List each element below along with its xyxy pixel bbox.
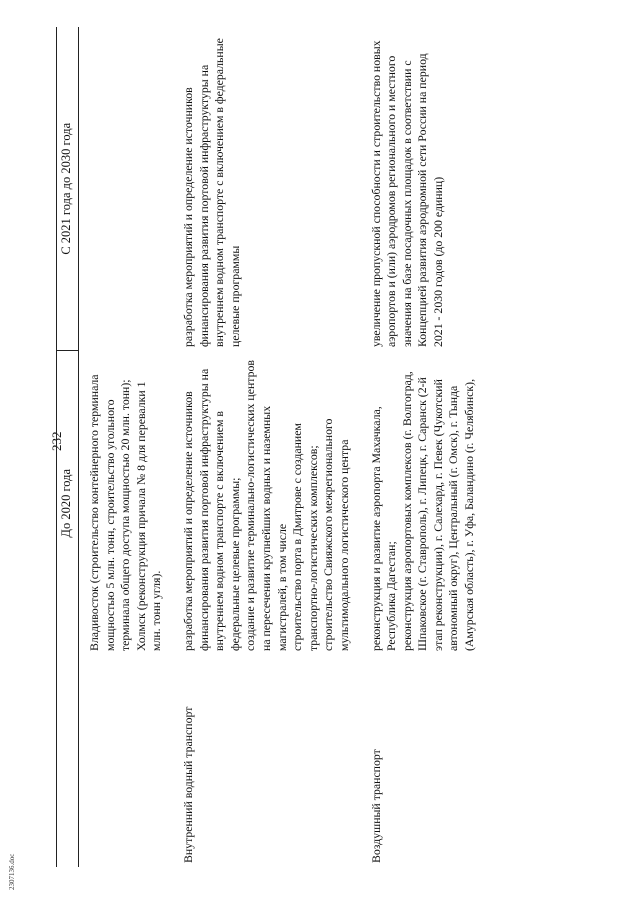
header-2021-2030: С 2021 года до 2030 года (57, 27, 79, 351)
row-2021-2030-cell (79, 27, 175, 351)
row-item: Владивосток (строительство контейнерного терминала мощностью 5 млн. тонн, строительство угольного терминала общего доступа мощностью 20 млн. тонн); (87, 374, 133, 651)
page-number: 232 (49, 431, 64, 451)
row-category: Воздушный транспорт (368, 749, 383, 863)
row-2021-2030-cell (175, 27, 363, 351)
row-category (79, 655, 175, 867)
header-category (57, 655, 79, 867)
table-row (175, 27, 363, 867)
table-header-row (57, 27, 79, 867)
row-item: создание и развитие терминально-логистических центров на пересечении крупнейших водных и наземных магистралей, в том числе (243, 360, 289, 651)
row-until-2020-cell (79, 351, 175, 655)
row-item: увеличение пропускной способности и строительство новых аэропортов и (или) аэродромов регионального и местного значения на базе посадочных площадок в соответствии с Концепцией развития аэродромной сети России на период 2021 - 2030 годов (до 200 единиц) (368, 40, 445, 347)
row-item: строительство порта в Дмитрове с созданием транспортно-логистических комплексов; (290, 423, 320, 651)
row-item: реконструкция аэропортовых комплексов (г. Волгоград, Шпаковское (г. Ставрополь), г. Липецк, г. Саранск (2-й этап реконструкции), г. Салехард, г. Певек (Чукотский автономный округ), Центральный (г. Омск), г. Тында (Амурская область), г. Уфа, Баландино (г. Челябинск), (399, 371, 477, 651)
row-category: Внутренний водный транспорт (180, 706, 195, 863)
rotated-table-container (56, 27, 586, 867)
row-2021-2030-cell (363, 27, 488, 351)
row-item: реконструкция и развитие аэропорта Махачкала, Республика Дагестан; (368, 406, 399, 651)
row-item: разработка мероприятий и определение источников финансирования развития портовой инфраструктуры на внутреннем водном транспорте с включением в федеральные целевые программы (180, 38, 242, 347)
table-row (363, 27, 488, 867)
row-until-2020-cell (175, 351, 363, 655)
row-until-2020-cell (363, 351, 488, 655)
row-item: Холмск (реконструкция причала № 8 для перевалки 1 млн. тонн угля). (133, 381, 164, 651)
header-until-2020: До 2020 года (57, 351, 79, 655)
development-plan-table (56, 27, 488, 867)
table-row (79, 27, 175, 867)
row-item: разработка мероприятий и определение источников финансирования развития портовой инфраструктуры на внутреннем водном транспорте с включением в федеральные целевые программы; (180, 368, 242, 651)
row-item: строительство Свияжского межрегионального мультимодального логистического центра (321, 418, 351, 651)
document-code: 2307136.doc (8, 853, 16, 890)
